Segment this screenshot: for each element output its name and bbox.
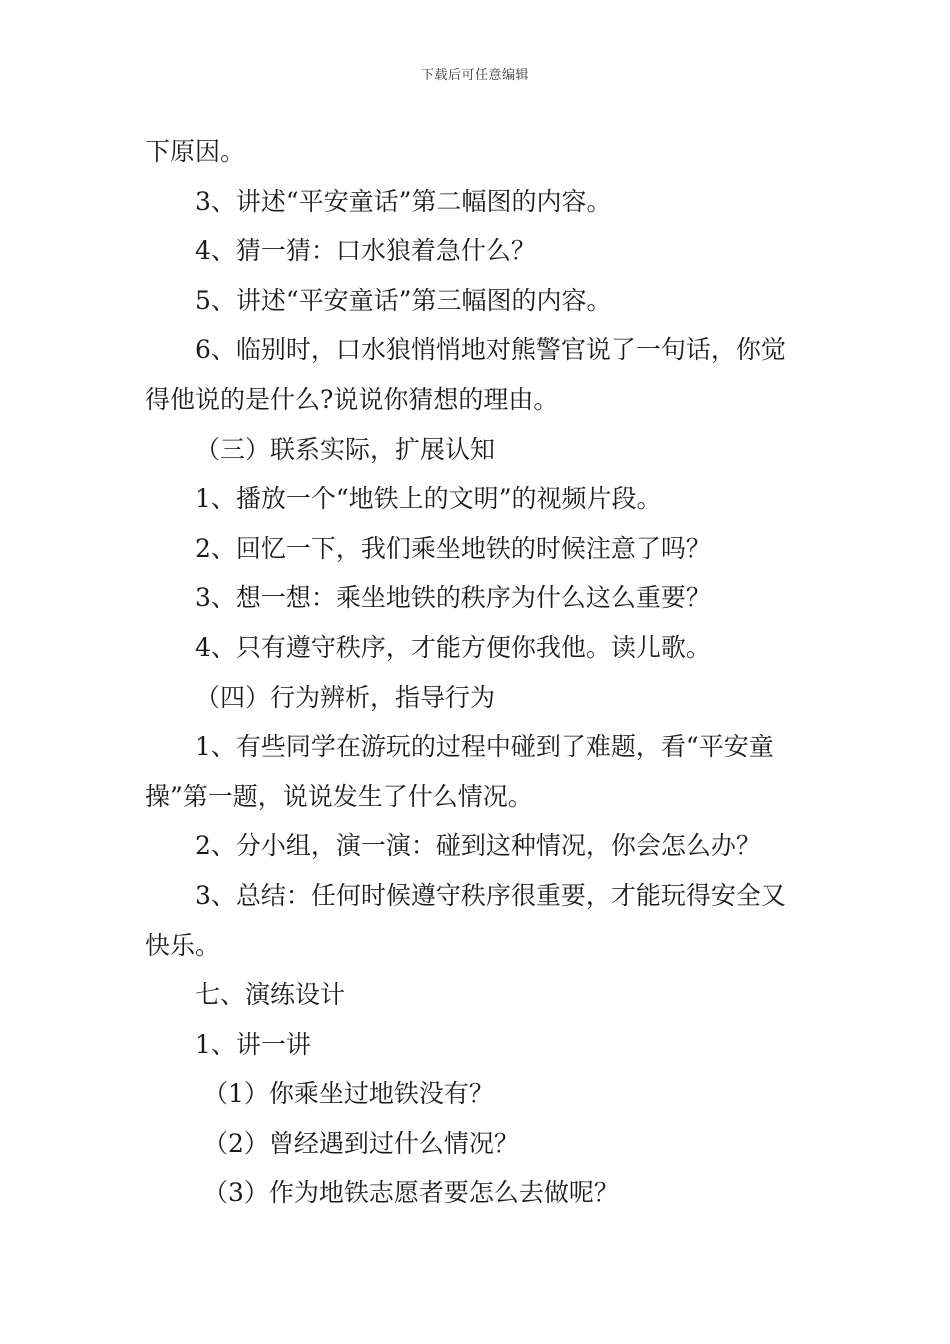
section-heading: （三）联系实际，扩展认知	[195, 434, 496, 464]
paragraph-line: 得他说的是什么?说说你猜想的理由。	[145, 384, 559, 414]
paragraph-line: 5、讲述“平安童话”第三幅图的内容。	[195, 285, 612, 315]
paragraph-line: 3、总结：任何时候遵守秩序很重要，才能玩得安全又	[195, 880, 786, 910]
paragraph-line: 快乐。	[145, 930, 221, 960]
section-heading: 七、演练设计	[195, 980, 346, 1010]
list-item: （1）你乘坐过地铁没有？	[203, 1079, 494, 1109]
paragraph-line: 操”第一题，说说发生了什么情况。	[145, 781, 533, 811]
page-header-note: 下载后可任意编辑	[420, 68, 529, 83]
paragraph-line: 下原因。	[145, 137, 246, 166]
section-heading: （四）行为辨析，指导行为	[195, 682, 496, 712]
list-item: （2）曾经遇到过什么情况？	[203, 1128, 519, 1158]
paragraph-line: 4、只有遵守秩序，才能方便你我他。读儿歌。	[195, 632, 711, 662]
paragraph-line: 3、想一想：乘坐地铁的秩序为什么这么重要？	[195, 583, 711, 613]
paragraph-line: 2、分小组，演一演：碰到这种情况，你会怎么办？	[195, 831, 761, 861]
paragraph-line: 4、猜一猜：口水狼着急什么？	[195, 236, 536, 266]
document-body	[145, 127, 810, 1218]
paragraph-line: 3、讲述“平安童话”第二幅图的内容。	[195, 186, 612, 216]
paragraph-line: 1、有些同学在游玩的过程中碰到了难题，看“平安童	[195, 732, 774, 762]
list-item: （3）作为地铁志愿者要怎么去做呢？	[203, 1178, 619, 1208]
paragraph-line: 1、播放一个“地铁上的文明”的视频片段。	[195, 484, 662, 514]
paragraph-line: 6、临别时，口水狼悄悄地对熊警官说了一句话，你觉	[195, 335, 786, 365]
paragraph-line: 2、回忆一下，我们乘坐地铁的时候注意了吗？	[195, 533, 711, 563]
paragraph-line: 1、讲一讲	[195, 1029, 311, 1059]
